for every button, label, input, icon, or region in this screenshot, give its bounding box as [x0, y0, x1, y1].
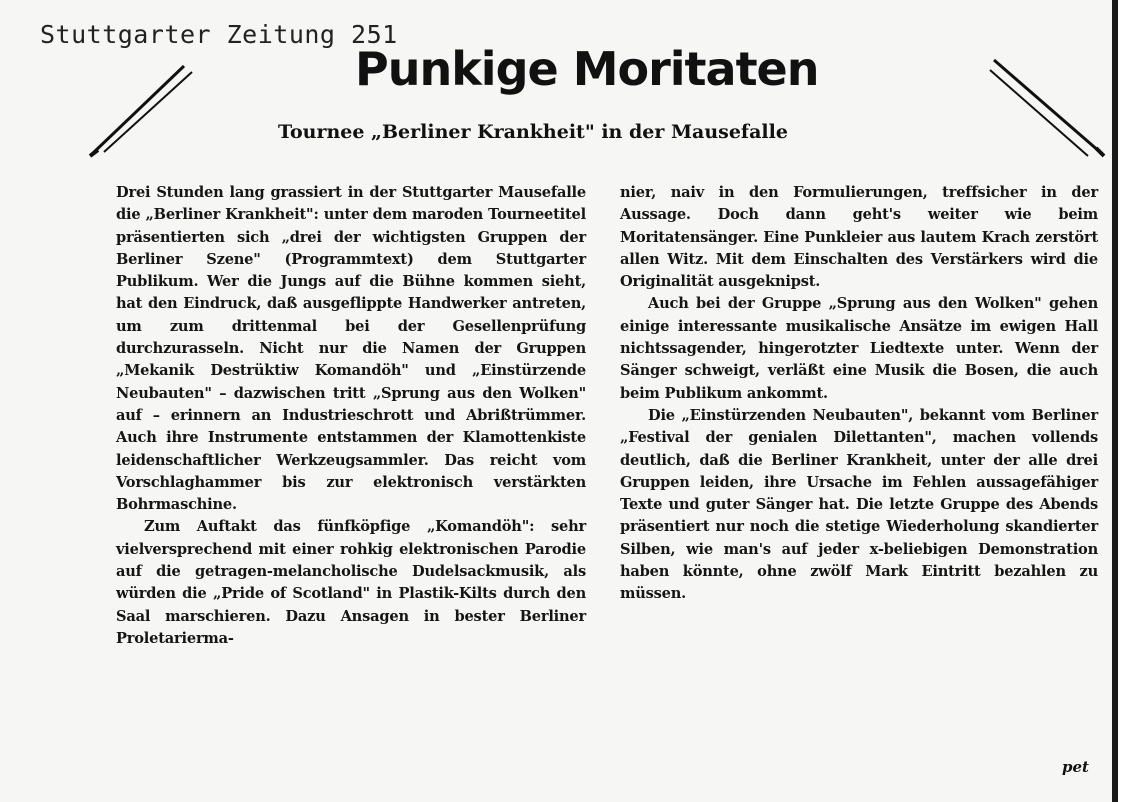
paragraph: nier, naiv in den Formulierungen, treffsicher in der Aussage. Doch dann geht's weiter wie beim Moritatensänger. Eine Punkleier aus lautem Krach zerstört allen Witz. Mit dem Einschalten des Verstärkers wird die Originalität ausgeknipst. [620, 184, 1098, 291]
author-signature: pet [1062, 758, 1089, 776]
scan-border [1112, 0, 1137, 802]
article-headline: Punkige Moritaten [355, 42, 819, 96]
article-subheadline: Tournee „Berliner Krankheit" in der Mausefalle [278, 121, 788, 143]
article-column-right [620, 182, 1098, 606]
source-label: Stuttgarter Zeitung 251 [40, 20, 398, 49]
article-column-left [116, 182, 586, 650]
left-slash-ornament [88, 60, 198, 160]
paragraph: Zum Auftakt das fünfköpfige „Komandöh": sehr vielversprechend mit einer rohkig elektronischen Parodie auf die getragen-melancholische Dudelsackmusik, als würden die „Pride of Scotland" in Plastik-Kilts durch den Saal marschieren. Dazu Ansagen in bester Berliner Proletarierma- [116, 518, 586, 647]
paragraph: Drei Stunden lang grassiert in der Stuttgarter Mausefalle die „Berliner Krankheit": unter dem maroden Tourneetitel präsentierten sich „drei der wichtigsten Gruppen der Berliner Szene" (Programmtext) dem Stuttgarter Publikum. Wer die Jungs auf die Bühne kommen sieht, hat den Eindruck, daß ausgeflippte Handwerker antreten, um zum drittenmal bei der Gesellenprüfung durchzurasseln. Nicht nur die Namen der Gruppen „Mekanik Destrüktiw Komandöh" und „Einstürzende Neubauten" – dazwischen tritt „Sprung aus den Wolken" auf – erinnern an Industrieschrott und Abrißtrümmer. Auch ihre Instrumente entstammen der Klamottenkiste leidenschaftlicher Werkzeugsammler. Das reicht vom Vorschlaghammer bis zur elektronisch verstärkten Bohrmaschine. [116, 184, 586, 514]
paragraph: Auch bei der Gruppe „Sprung aus den Wolken" gehen einige interessante musikalische Ansätze im ewigen Hall nichtssagender, hingerotzter Liedtexte unter. Wenn der Sänger schweigt, verläßt eine Musik die Bosen, die auch beim Publikum ankommt. [620, 295, 1098, 402]
paragraph: Die „Einstürzenden Neubauten", bekannt vom Berliner „Festival der genialen Dilettanten", machen vollends deutlich, daß die Berliner Krankheit, unter der alle drei Gruppen leiden, ihre Ursache im Fehlen aussagefähiger Texte und guter Sänger hat. Die letzte Gruppe des Abends präsentiert nur noch die stetige Wiederholung skandierter Silben, wie man's auf jeder x-beliebigen Demonstration haben könnte, ohne zwölf Mark Eintritt bezahlen zu müssen. [620, 406, 1098, 603]
right-slash-ornament [988, 56, 1108, 160]
